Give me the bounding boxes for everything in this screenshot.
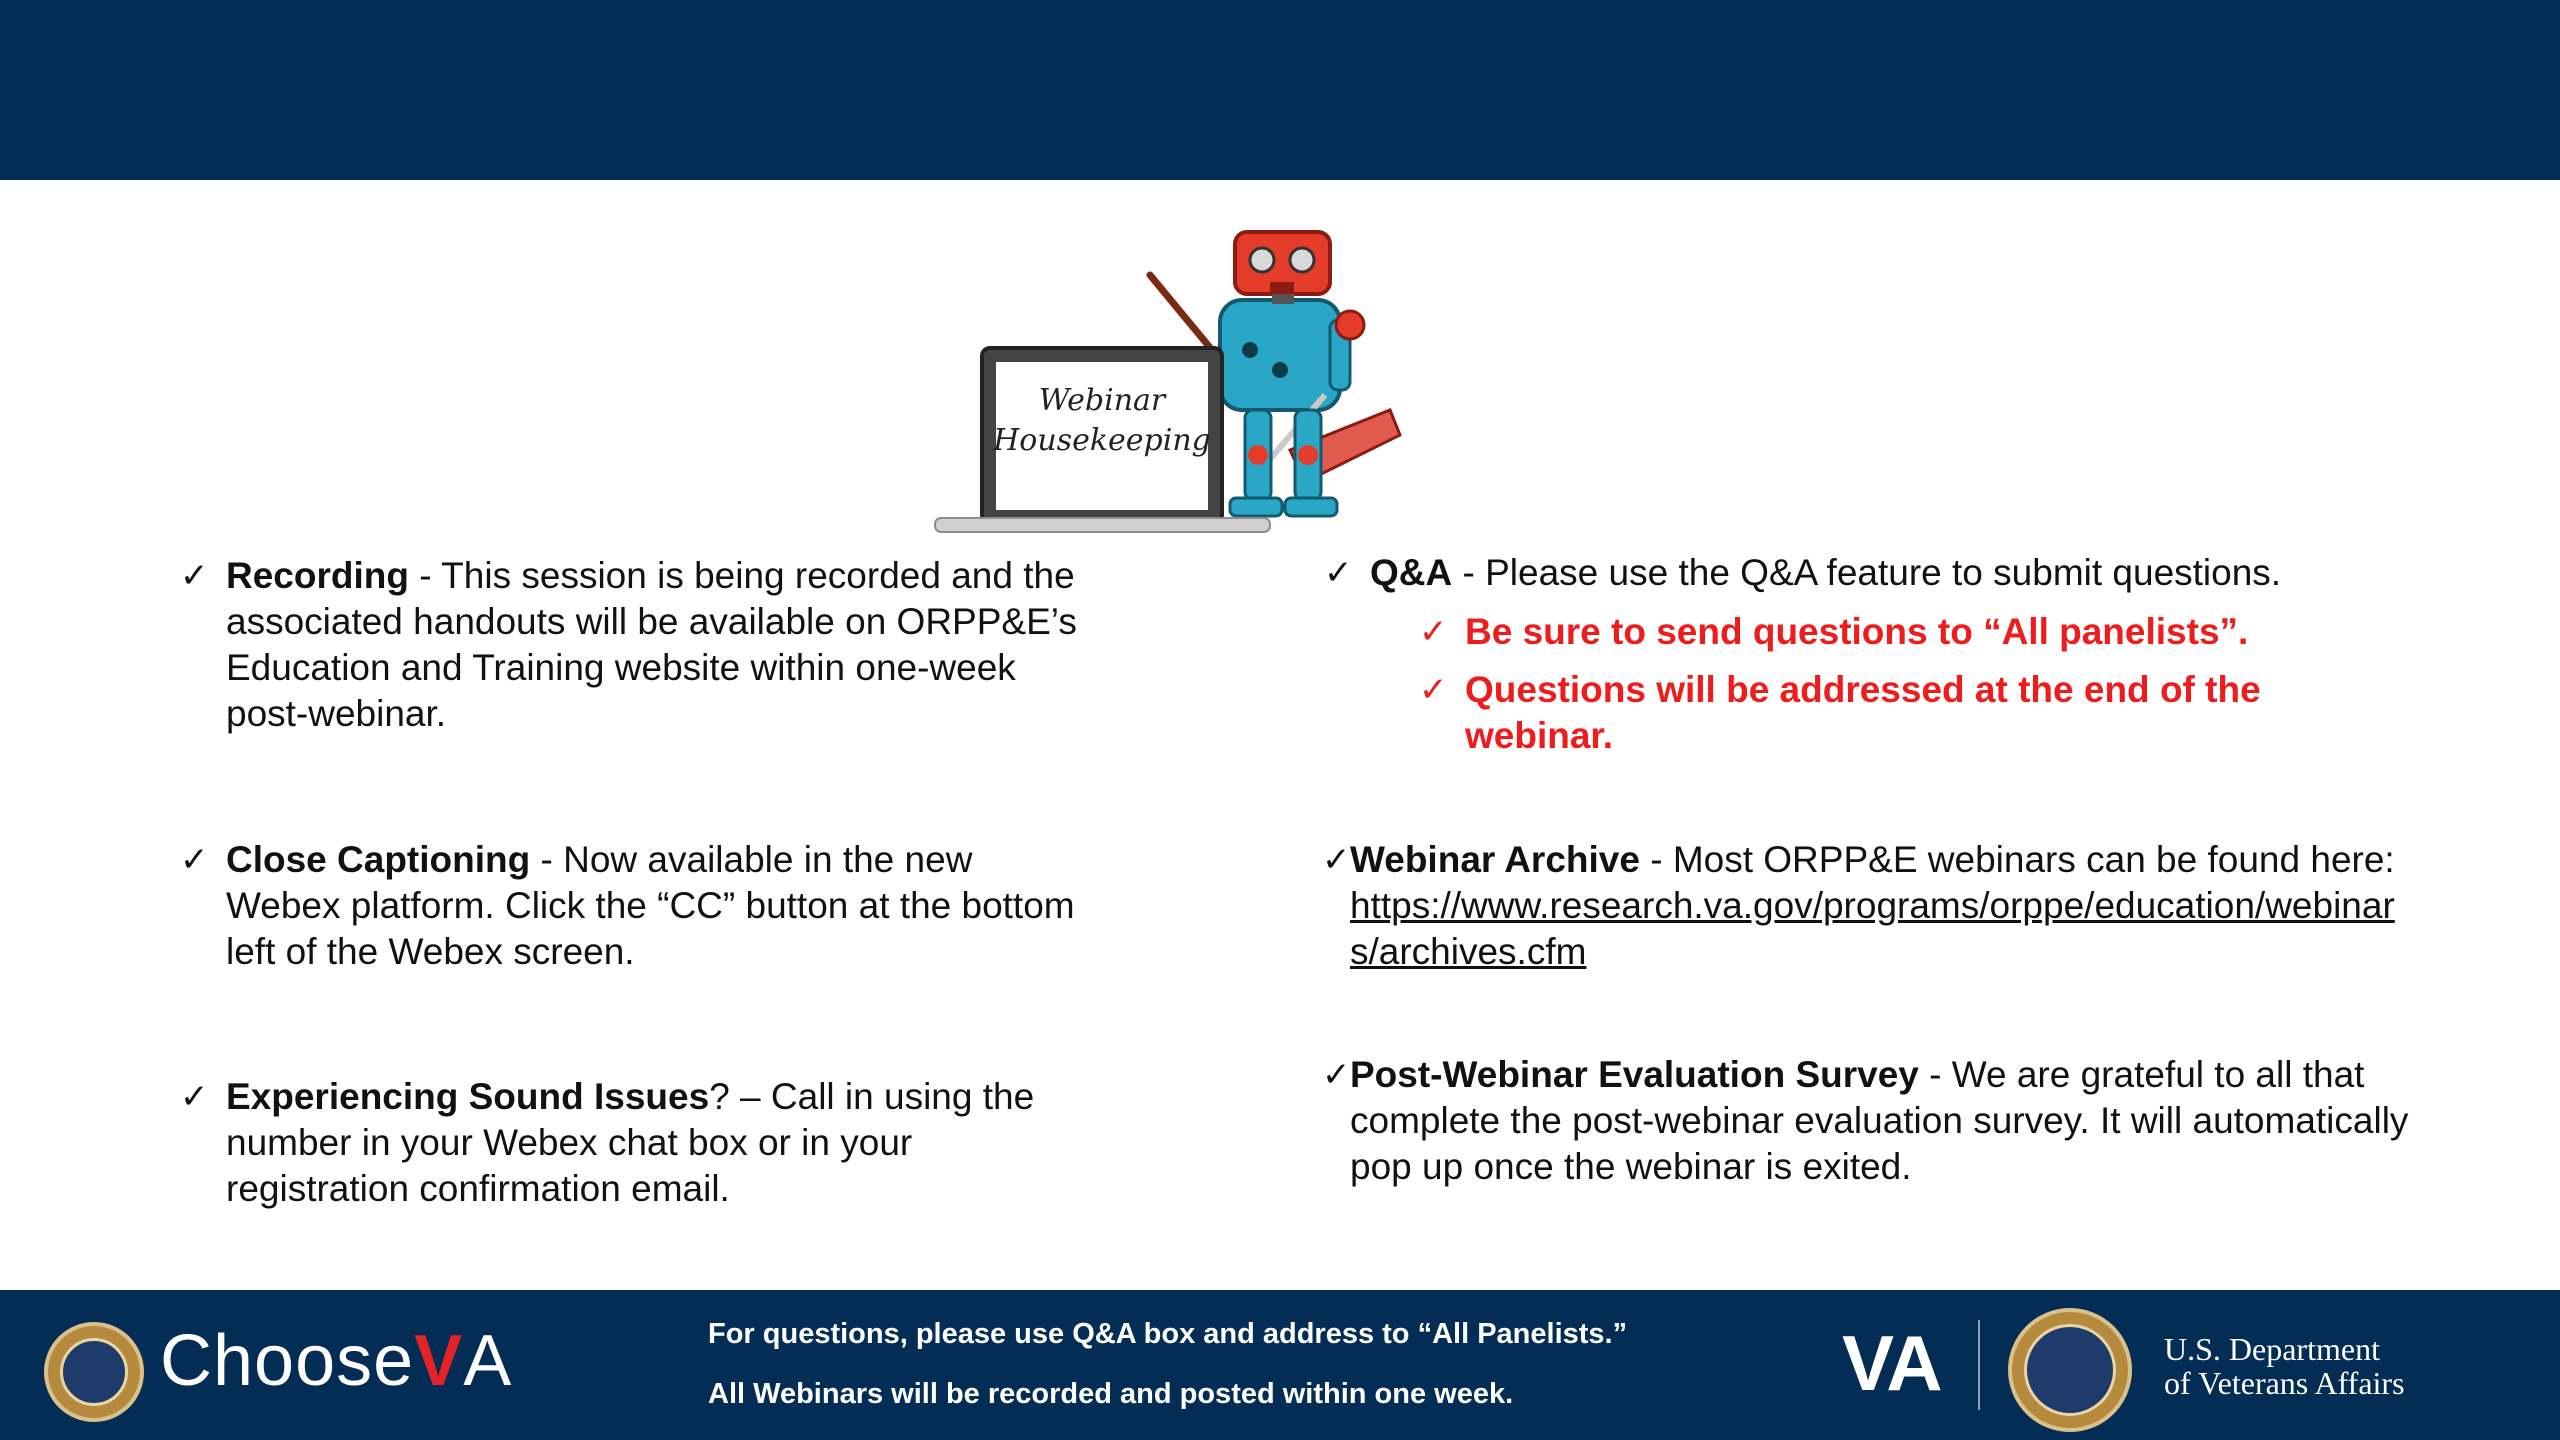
evaluation-survey-item <box>1322 1052 2410 1190</box>
department-name-line2: of Veterans Affairs <box>2164 1365 2405 1401</box>
red-checkmark-icon: ✓ <box>1419 612 1448 652</box>
qa-title: Q&A <box>1370 552 1453 593</box>
evaluation-survey-text: - We are grateful to all that complete the post-webinar evaluation survey. It will automatically pop up once the webinar is exited. <box>1350 1054 2409 1187</box>
checkmark-icon: ✓ <box>1324 553 1353 593</box>
webinar-archive-title: Webinar Archive <box>1350 839 1640 880</box>
robot-laptop-icon <box>930 220 1410 540</box>
sound-issues-text: ? – Call in using the number in your Webex chat box or in your registration confirmation email. <box>226 1076 1035 1209</box>
webinar-archive-link[interactable]: https://www.research.va.gov/programs/orppe/education/webinars/archives.cfm <box>1350 885 2395 972</box>
footer-line-questions: For questions, please use Q&A box and address to “All Panelists.” <box>708 1318 1628 1350</box>
department-seal-icon <box>2008 1308 2132 1432</box>
choose-va-a: A <box>463 1321 513 1401</box>
choose-va-logo <box>160 1320 512 1402</box>
webinar-archive-item <box>1322 837 2410 975</box>
department-name-line1: U.S. Department <box>2164 1331 2380 1367</box>
red-checkmark-icon: ✓ <box>1419 670 1448 710</box>
footer-divider <box>1978 1320 1980 1410</box>
qa-sub-item-end <box>1419 667 2325 759</box>
checkmark-icon: ✓ <box>180 840 209 880</box>
top-banner <box>0 0 2560 180</box>
footer-line-recorded: All Webinars will be recorded and posted within one week. <box>708 1378 1514 1410</box>
va-logo-mark: VA <box>1842 1319 1941 1407</box>
checkmark-icon: ✓ <box>180 556 209 596</box>
qa-text: - Please use the Q&A feature to submit questions. <box>1452 552 2282 593</box>
qa-item <box>1324 550 2420 596</box>
checkmark-icon: ✓ <box>1322 840 1351 880</box>
close-captioning-title: Close Captioning <box>226 839 531 880</box>
qa-sub-item-end-text: Questions will be addressed at the end of the webinar. <box>1465 669 2261 756</box>
webinar-archive-text: - Most ORPP&E webinars can be found here: <box>1639 839 2395 880</box>
choose-va-v: V <box>414 1321 464 1401</box>
choose-va-prefix: Choose <box>160 1321 415 1401</box>
recording-title: Recording <box>226 555 409 596</box>
sound-issues-title: Experiencing Sound Issues <box>226 1076 710 1117</box>
qa-sub-item-panelists <box>1419 609 2365 655</box>
recording-item <box>180 553 1086 737</box>
close-captioning-item <box>180 837 1086 975</box>
close-captioning-text: - Now available in the new Webex platform. Click the “CC” button at the bottom left of the Webex screen. <box>226 839 1075 972</box>
recording-text: - This session is being recorded and the associated handouts will be available on ORPP&E’s Education and Training website within one-week post-webinar. <box>226 555 1077 734</box>
evaluation-survey-title: Post-Webinar Evaluation Survey <box>1350 1054 1919 1095</box>
sound-issues-item <box>180 1074 1086 1212</box>
webinar-housekeeping-illustration <box>930 220 1410 540</box>
laptop-text-line1: Webinar <box>1038 383 1166 418</box>
checkmark-icon: ✓ <box>1322 1055 1351 1095</box>
laptop-text-line2: Housekeeping <box>993 423 1211 458</box>
qa-sub-item-panelists-text: Be sure to send questions to “All panelists”. <box>1465 611 2249 652</box>
checkmark-icon: ✓ <box>180 1077 209 1117</box>
va-seal-icon <box>44 1322 144 1422</box>
